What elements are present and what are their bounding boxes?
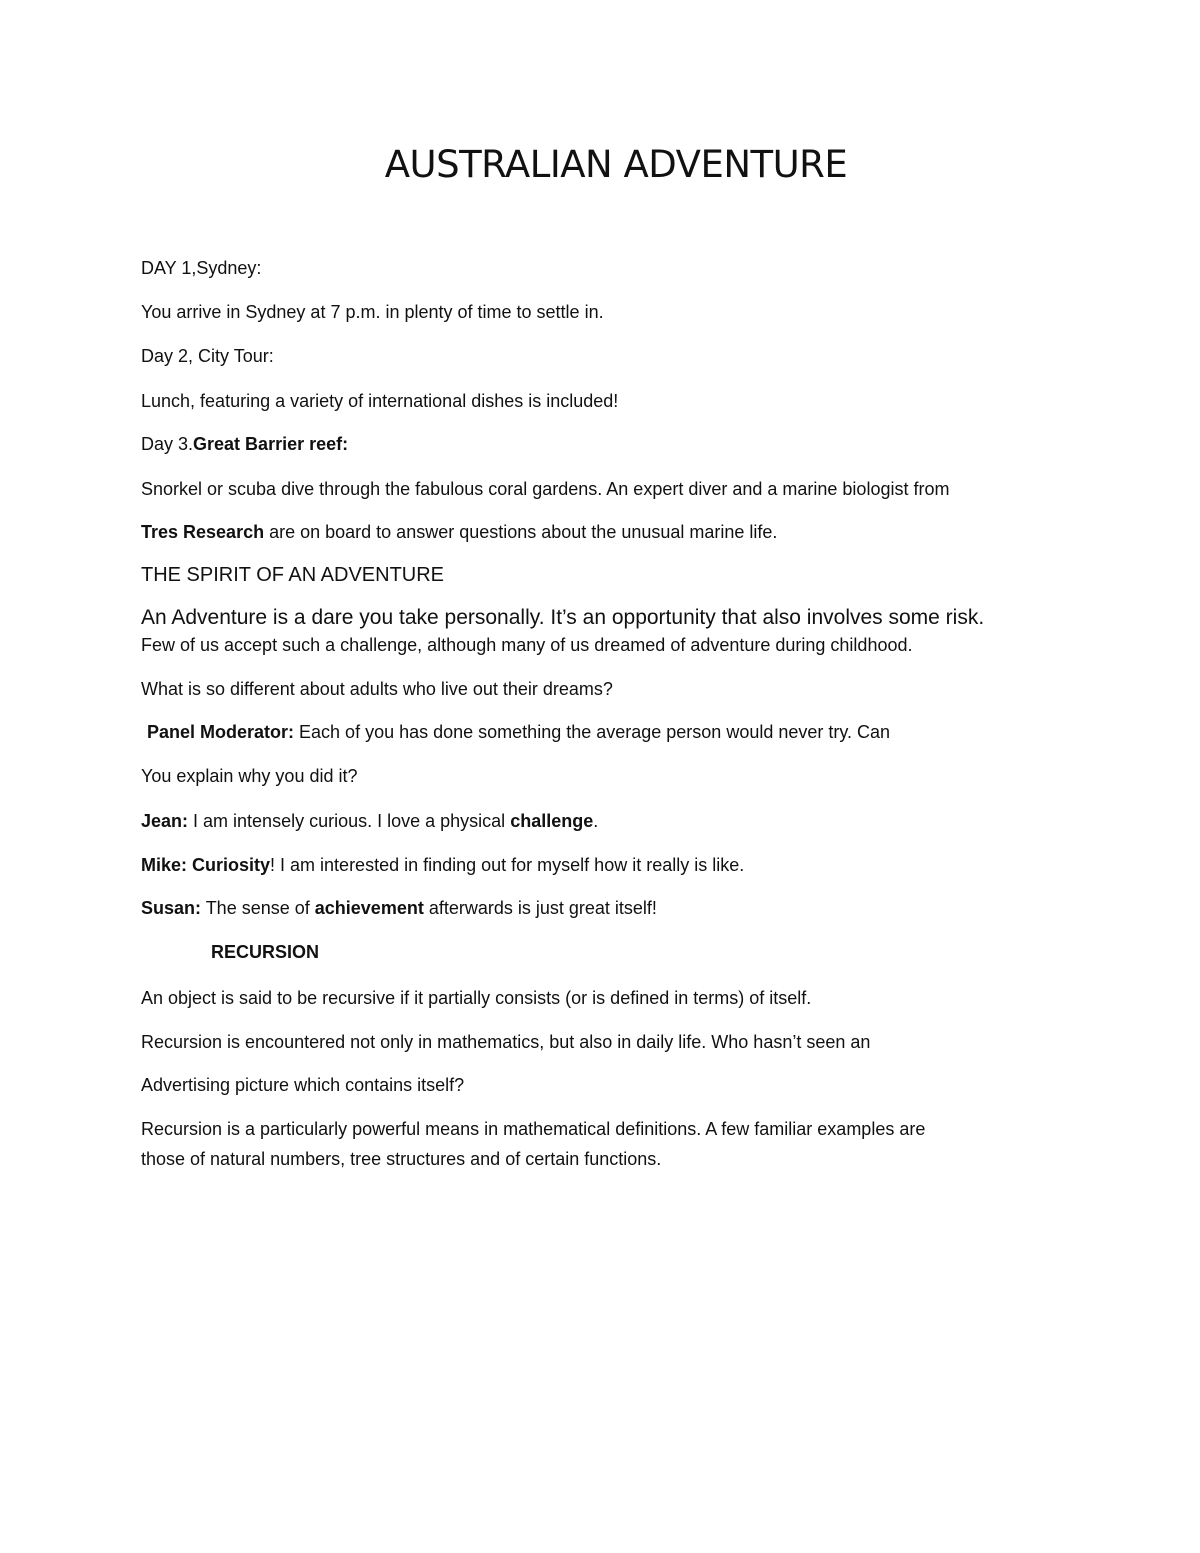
recursion-p2: Recursion is encountered not only in mathematics, but also in daily life. Who hasn’t seen an [141, 1032, 871, 1052]
day3-prefix: Day 3. [141, 434, 194, 454]
day1-text: You arrive in Sydney at 7 p.m. in plenty of time to settle in. [141, 302, 604, 322]
jean-bold: challenge [510, 811, 594, 831]
day3-bold: Great Barrier reef: [193, 434, 349, 454]
recursion-p4b: those of natural numbers, tree structures and of certain functions. [141, 1149, 662, 1169]
moderator-label: Panel Moderator: [147, 722, 295, 742]
susan-bold: achievement [314, 898, 424, 918]
jean-label: Jean: [141, 811, 189, 831]
recursion-p3: Advertising picture which contains itself? [141, 1075, 465, 1095]
susan-label: Susan: [141, 898, 202, 918]
moderator-line2: You explain why you did it? [141, 766, 358, 786]
jean-end: . [593, 811, 599, 831]
jean-line [141, 810, 598, 832]
day3-heading [141, 433, 348, 455]
tres-research: Tres Research [141, 522, 265, 542]
mike-text: ! I am interested in finding out for myself how it really is like. [270, 855, 745, 875]
jean-text: I am intensely curious. I love a physical [188, 811, 511, 831]
day3-text2 [141, 521, 777, 543]
document-title: AUSTRALIAN ADVENTURE [384, 143, 848, 186]
spirit-heading: THE SPIRIT OF AN ADVENTURE [141, 564, 445, 586]
spirit-line3: What is so different about adults who live out their dreams? [141, 679, 613, 699]
susan-line [141, 897, 657, 919]
susan-end: afterwards is just great itself! [423, 898, 657, 918]
recursion-p4a: Recursion is a particularly powerful means in mathematical definitions. A few familiar examples are [141, 1119, 926, 1139]
moderator-line [147, 721, 890, 743]
day3-text: Snorkel or scuba dive through the fabulous coral gardens. An expert diver and a marine biologist from [141, 479, 950, 499]
spirit-intro: An Adventure is a dare you take personally. It’s an opportunity that also involves some risk. [141, 606, 985, 629]
susan-text: The sense of [201, 898, 315, 918]
day2-text: Lunch, featuring a variety of international dishes is included! [141, 391, 619, 411]
spirit-line2: Few of us accept such a challenge, although many of us dreamed of adventure during childhood. [141, 635, 913, 655]
day3-text2-rest: are on board to answer questions about the unusual marine life. [264, 522, 778, 542]
recursion-heading: RECURSION [211, 942, 320, 962]
mike-label: Mike: Curiosity [141, 855, 271, 875]
moderator-text: Each of you has done something the average person would never try. Can [294, 722, 891, 742]
day2-heading: Day 2, City Tour: [141, 346, 274, 366]
recursion-p1: An object is said to be recursive if it partially consists (or is defined in terms) of itself. [141, 988, 812, 1008]
mike-line [141, 854, 744, 876]
day1-heading: DAY 1,Sydney: [141, 258, 262, 278]
